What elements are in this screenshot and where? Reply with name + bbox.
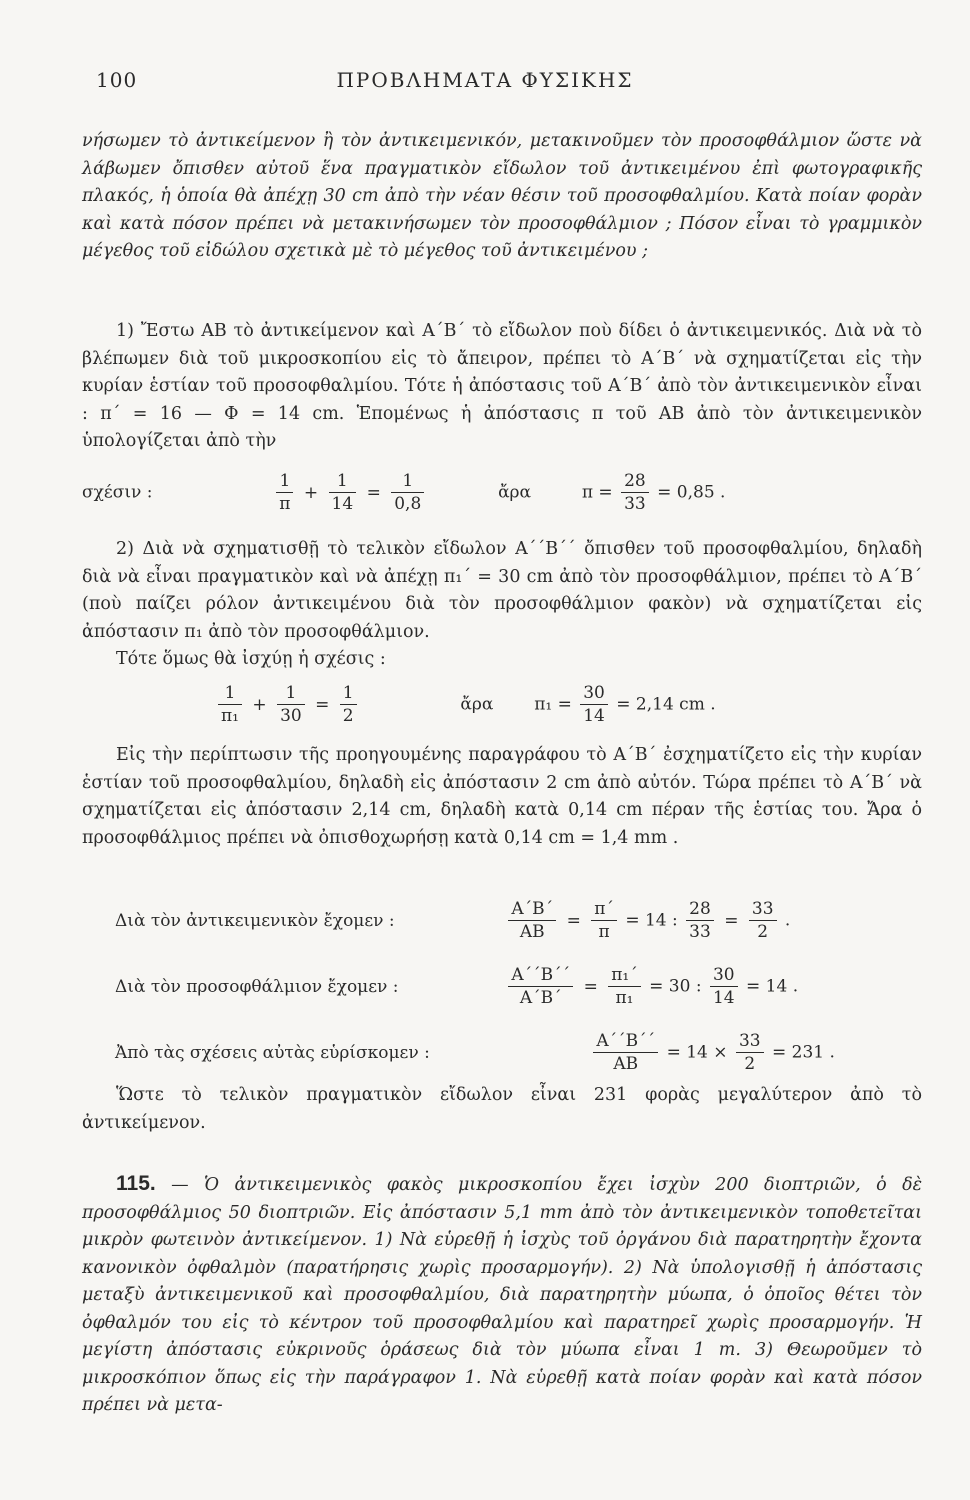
lens-equation-eyepiece: $\frac{1}{\text{π₁}}$ + $\frac{1}{30}$ = $\frac{1}{2}$ ἄρα π₁ = $\frac{30}{14}$ = 2,14 cm . [215, 682, 716, 727]
fraction: $\frac{1}{30}$ [277, 682, 305, 727]
conclusion [82, 1082, 922, 1137]
part3-paragraph: Εἰς τὴν περίπτωσιν τῆς προηγουμένης παραγράφου τὸ Α΄Β΄ ἐσχηματίζετο εἰς τὴν κυρίαν ἑστίαν τοῦ προσοφθαλμίου, δηλαδὴ εἰς ἀπόστασιν 2 cm ἀπὸ αὐτόν. Τώρα πρέπει τὸ Α΄Β΄ νὰ σχηματίζεται εἰς ἀπόστασιν 2,14 cm, δηλαδὴ κατὰ 0,14 cm πέραν τῆς ἑστίας του. Ἄρα ὁ προσοφθάλμιος πρέπει νὰ ὀπισθοχωρήσῃ κατὰ 0,14 cm = 1,4 mm . [82, 745, 922, 848]
fraction: $\frac{A΄΄B΄΄}{A΄B΄}$ [508, 964, 573, 1009]
fraction: $\frac{30}{14}$ [710, 964, 738, 1009]
fraction: $\frac{1}{\text{π₁}}$ [218, 682, 242, 727]
fraction: $\frac{\text{π₁΄}}{\text{π₁}}$ [608, 964, 641, 1009]
fraction: $\frac{1}{0,8}$ [391, 470, 424, 515]
fraction: $\frac{1}{14}$ [329, 470, 357, 515]
magnification-eyepiece: Διὰ τὸν προσοφθάλμιον ἔχομεν : $\frac{A΄΄B΄΄}{A΄B΄}$ = $\frac{\text{π₁΄}}{\text{π₁}}$ = 30 : $\frac{30}{14}$ = 14 . [115, 965, 799, 1008]
fraction: $\frac{A΄΄B΄΄}{AB}$ [593, 1030, 658, 1075]
fraction: $\frac{30}{14}$ [580, 682, 608, 727]
solution-part-1 [82, 318, 922, 456]
fraction: $\frac{33}{2}$ [749, 898, 777, 943]
problem-continuation [82, 128, 922, 266]
conclusion-paragraph: Ὥστε τὸ τελικὸν πραγματικὸν εἴδωλον εἶναι 231 φορὰς μεγαλύτερον ἀπὸ τὸ ἀντικείμενον. [82, 1085, 922, 1133]
fraction: $\frac{1}{2}$ [340, 682, 357, 727]
solution-part-3 [82, 742, 922, 852]
intro-paragraph: νήσωμεν τὸ ἀντικείμενον ἢ τὸν ἀντικειμενικόν, μετακινοῦμεν τὸν προσοφθάλμιον ὥστε νὰ λάβωμεν ὄπισθεν αὐτοῦ ἕνα πραγματικὸν εἴδωλον τοῦ ἀντικειμένου ἐπὶ φωτογραφικῆς πλακός, ἡ ὁποία θὰ ἀπέχῃ 30 cm ἀπὸ τὴν νέαν θέσιν τοῦ προσοφθαλμίου. Κατὰ ποίαν φορὰν καὶ κατὰ πόσον πρέπει νὰ μετακινήσωμεν τὸν προσοφθάλμιον ; Πόσον εἶναι τὸ γραμμικὸν μέγεθος τοῦ εἰδώλου σχετικὰ μὲ τὸ μέγεθος τοῦ ἀντικειμένου ; [82, 131, 922, 261]
fraction: $\frac{28}{33}$ [621, 470, 649, 515]
page-title: ΠΡΟΒΛΗΜΑΤΑ ΦΥΣΙΚΗΣ [336, 68, 634, 92]
part1-paragraph: 1) Ἔστω ΑΒ τὸ ἀντικείμενον καὶ Α΄Β΄ τὸ εἴδωλον ποὺ δίδει ὁ ἀντικειμενικός. Διὰ νὰ τὸ βλέπωμεν διὰ τοῦ μικροσκοπίου εἰς τὸ ἄπειρον, πρέπει τὸ Α΄Β΄ νὰ σχηματίζεται εἰς τὴν κυρίαν ἑστίαν τοῦ προσοφθαλμίου. Τότε ἡ ἀπόστασις τοῦ Α΄Β΄ ἀπὸ τὸν ἀντικειμενικὸν εἶναι : π΄ = 16 — Φ = 14 cm. Ἑπομένως ἡ ἀπόστασις π τοῦ ΑΒ ἀπὸ τὸν ἀντικειμενικὸν ὑπολογίζεται ἀπὸ τὴν [82, 321, 922, 451]
magnification-objective: Διὰ τὸν ἀντικειμενικὸν ἔχομεν : $\frac{A΄B΄}{AB}$ = $\frac{\pi΄}{\pi}$ = 14 : $\frac{28}{33}$ = $\frac{33}{2}$ . [115, 899, 791, 942]
solution-part-2 [82, 536, 922, 674]
fraction: $\frac{28}{33}$ [686, 898, 714, 943]
problem-115: 115. — Ὁ ἀντικειμενικὸς φακὸς μικροσκοπίου ἔχει ἰσχὺν 200 διοπτριῶν, ὁ δὲ προσοφθάλμιος 50 διοπτριῶν. Εἰς ἀπόστασιν 5,1 mm ἀπὸ τὸν ἀντικειμενικὸν τοποθετεῖται μικρὸν φωτεινὸν ἀντικείμενον. 1) Νὰ εὑρεθῇ ἡ ἰσχὺς τοῦ ὀργάνου διὰ παρατηρητὴν ἔχοντα κανονικὸν ὀφθαλμὸν (παρατήρησις χωρὶς προσαρμογήν). 2) Νὰ ὑπολογισθῇ ἡ ἀπόστασις μεταξὺ ἀντικειμενικοῦ καὶ προσοφθαλμίου, διὰ παρατηρητὴν μύωπα, ὁ ὁποῖος θέτει τὸν ὀφθαλμόν του εἰς τὸ κέντρον τοῦ προσοφθαλμίου καὶ παρατηρεῖ χωρὶς προσαρμογήν. Ἡ μεγίστη ἀπόστασις εὐκρινοῦς ὁράσεως διὰ τὸν μύωπα εἶναι 1 m. 3) Θεωροῦμεν τὸ μικροσκόπιον ὅπως εἰς τὴν παράγραφον 1. Νὰ εὑρεθῇ κατὰ ποίαν φορὰν καὶ κατὰ πόσον πρέπει νὰ μετα- [82, 1172, 922, 1415]
equation-label: σχέσιν : [82, 482, 153, 503]
part2-then: Τότε ὅμως θὰ ἰσχύῃ ἡ σχέσις : [116, 649, 386, 669]
total-magnification: Ἀπὸ τὰς σχέσεις αὐτὰς εὑρίσκομεν : $\frac{A΄΄B΄΄}{AB}$ = 14 × $\frac{33}{2}$ = 231 . [115, 1031, 835, 1074]
part2-paragraph: 2) Διὰ νὰ σχηματισθῇ τὸ τελικὸν εἴδωλον Α΄΄Β΄΄ ὄπισθεν τοῦ προσοφθαλμίου, δηλαδὴ διὰ νὰ εἶναι πραγματικὸν καὶ νὰ ἀπέχῃ π₁΄ = 30 cm ἀπὸ τὸν προσοφθάλμιον, πρέπει τὸ Α΄Β΄ (ποὺ παίζει ρόλον ἀντικειμένου διὰ τὸν προσοφθάλμιον φακὸν) νὰ σχηματίζεται εἰς ἀπόστασιν π₁ ἀπὸ τὸν προσοφθάλμιον. [82, 539, 922, 642]
fraction: $\frac{1}{\pi}$ [276, 470, 293, 515]
fraction: $\frac{\pi΄}{\pi}$ [591, 898, 617, 943]
fraction: $\frac{33}{2}$ [736, 1030, 764, 1075]
problem-number: 115. [116, 1172, 156, 1195]
ara-word: ἄρα [460, 694, 494, 715]
lens-equation-objective: σχέσιν : $\frac{1}{\pi}$ + $\frac{1}{14}$ = $\frac{1}{0,8}$ ἄρα π = $\frac{28}{33}$ = 0,85 . [82, 471, 726, 514]
running-header [0, 68, 970, 98]
page-number: 100 [96, 68, 138, 92]
ara-word: ἄρα [498, 482, 532, 503]
fraction: $\frac{A΄B΄}{AB}$ [508, 898, 556, 943]
problem-115-text: Ὁ ἀντικειμενικὸς φακὸς μικροσκοπίου ἔχει ἰσχὺν 200 διοπτριῶν, ὁ δὲ προσοφθάλμιος 50 διοπτριῶν. Εἰς ἀπόστασιν 5,1 mm ἀπὸ τὸν ἀντικειμενικὸν τοποθετεῖται μικρὸν φωτεινὸν ἀντικείμενον. 1) Νὰ εὑρεθῇ ἡ ἰσχὺς τοῦ ὀργάνου διὰ παρατηρητὴν ἔχοντα κανονικὸν ὀφθαλμὸν (παρατήρησις χωρὶς προσαρμογήν). 2) Νὰ ὑπολογισθῇ ἡ ἀπόστασις μεταξὺ ἀντικειμενικοῦ καὶ προσοφθαλμίου, διὰ παρατηρητὴν μύωπα, ὁ ὁποῖος θέτει τὸν ὀφθαλμόν του εἰς τὸ κέντρον τοῦ προσοφθαλμίου καὶ παρατηρεῖ χωρὶς προσαρμογήν. Ἡ μεγίστη ἀπόστασις εὐκρινοῦς ὁράσεως διὰ τὸν μύωπα εἶναι 1 m. 3) Θεωροῦμεν τὸ μικροσκόπιον ὅπως εἰς τὴν παράγραφον 1. Νὰ εὑρεθῇ κατὰ ποίαν φορὰν καὶ κατὰ πόσον πρέπει νὰ μετα- [82, 1175, 922, 1415]
